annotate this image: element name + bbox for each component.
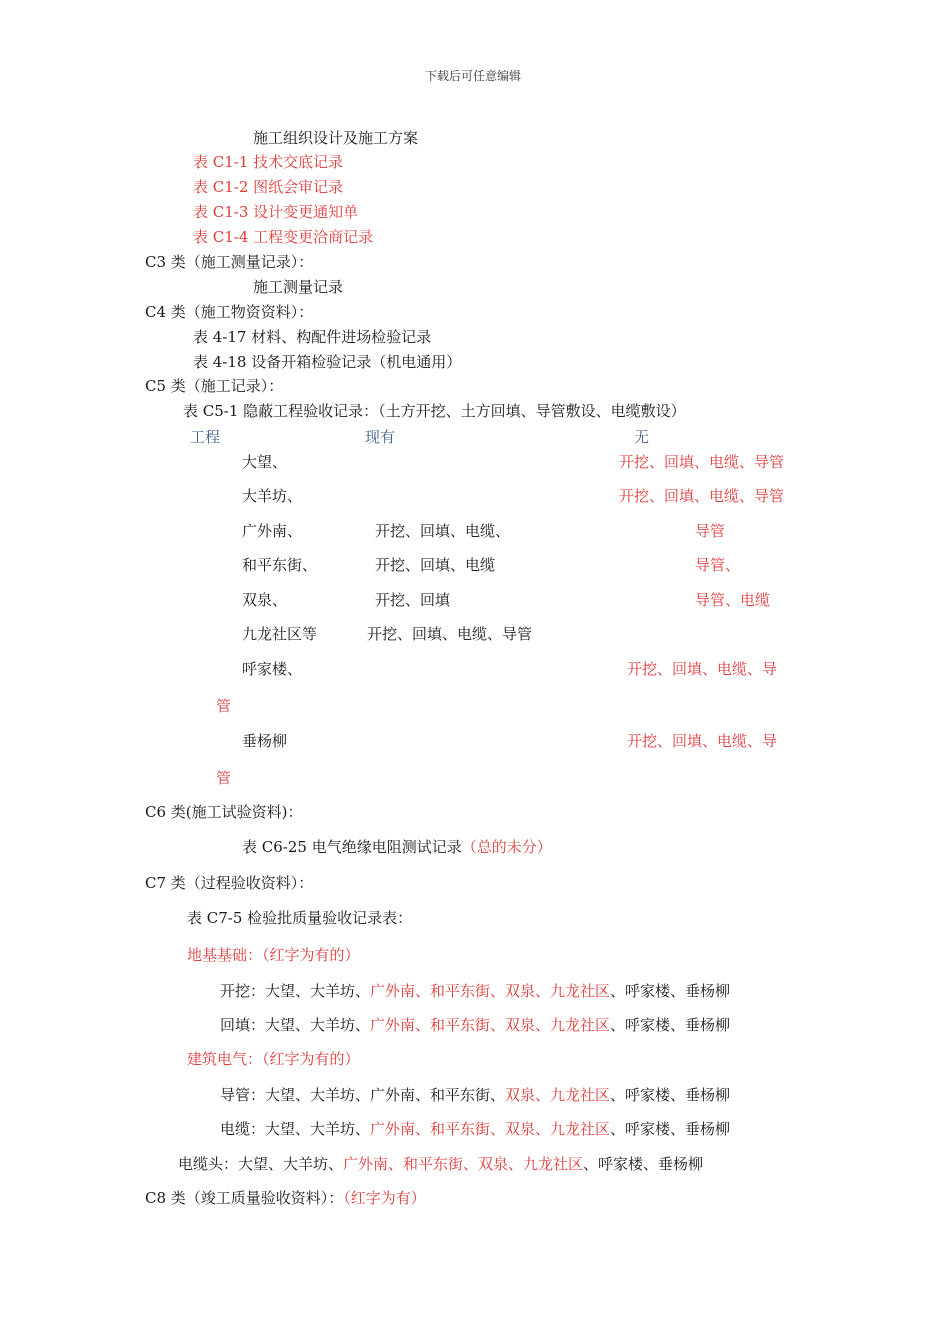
form-c1-1: 表 C1-1 技术交底记录 — [193, 153, 344, 171]
c5-form: 表 C5-1 隐蔽工程验收记录：（土方开挖、土方回填、导管敷设、电缆敷设） — [183, 402, 686, 420]
cable-line — [220, 1119, 730, 1139]
c4-item-4-17: 表 4-17 材料、构配件进场检验记录 — [193, 328, 432, 346]
row-none: 导管、电缆 — [695, 591, 771, 609]
cable-red: 广外南、和平东街、双泉、九龙社区 — [370, 1120, 611, 1138]
row-none: 开挖、回填、电缆、导 — [627, 732, 778, 750]
cable-head-plain: 大望、大羊坊、 — [238, 1155, 344, 1173]
excavation-plain: 大望、大羊坊、 — [265, 982, 371, 1000]
cable-label: 电缆： — [220, 1120, 266, 1138]
c6-form — [242, 837, 552, 857]
row-none: 导管 — [695, 522, 726, 540]
backfill-red: 广外南、和平东街、双泉、九龙社区 — [370, 1016, 611, 1034]
row-none: 开挖、回填、电缆、导 — [627, 660, 778, 678]
row-project: 九龙社区等 — [242, 625, 318, 643]
construction-plan: 施工组织设计及施工方案 — [253, 129, 419, 147]
cable-plain: 大望、大羊坊、 — [265, 1120, 371, 1138]
page-header: 下载后可任意编辑 — [425, 69, 522, 83]
c6-form-label: 表 C6-25 电气绝缘电阻测试记录 — [242, 838, 462, 856]
form-c1-3: 表 C1-3 设计变更通知单 — [193, 203, 359, 221]
row-none-wrap: 管 — [216, 697, 232, 715]
conduit-line — [220, 1085, 730, 1105]
backfill-line — [220, 1015, 730, 1035]
col-header-project: 工程 — [190, 428, 221, 446]
c6-title: C6 类(施工试验资料)： — [145, 803, 303, 821]
row-project: 垂杨柳 — [242, 732, 288, 750]
backfill-plain: 大望、大羊坊、 — [265, 1016, 371, 1034]
cable-head-red: 广外南、和平东街、双泉、九龙社区 — [343, 1155, 584, 1173]
c7-title: C7 类（过程验收资料）： — [145, 874, 314, 892]
c3-title: C3 类（施工测量记录）： — [145, 253, 314, 271]
row-project: 双泉、 — [242, 591, 288, 609]
foundation-title: 地基基础：（红字为有的） — [187, 946, 360, 964]
c7-form: 表 C7-5 检验批质量验收记录表： — [187, 909, 413, 927]
row-existing: 开挖、回填、电缆 — [375, 556, 496, 574]
backfill-label: 回填： — [220, 1016, 266, 1034]
c8-title: C8 类（竣工质量验收资料）： — [145, 1189, 344, 1207]
conduit-red: 双泉、九龙社区 — [505, 1086, 611, 1104]
c6-form-note: （总的未分） — [461, 838, 552, 856]
cable-head-rest: 、呼家楼、垂杨柳 — [583, 1155, 704, 1173]
row-project: 大望、 — [242, 453, 288, 471]
row-none: 开挖、回填、电缆、导管 — [619, 453, 785, 471]
col-header-existing: 现有 — [365, 428, 396, 446]
electrical-title: 建筑电气：（红字为有的） — [187, 1050, 360, 1068]
row-project: 大羊坊、 — [242, 487, 303, 505]
row-none-wrap: 管 — [216, 769, 232, 787]
row-existing: 开挖、回填、电缆、导管 — [367, 625, 533, 643]
excavation-rest: 、呼家楼、垂杨柳 — [610, 982, 731, 1000]
c4-item-4-18: 表 4-18 设备开箱检验记录（机电通用） — [193, 353, 462, 371]
row-project: 和平东街、 — [242, 556, 318, 574]
c8-note: （红字为有） — [343, 1189, 426, 1207]
row-none: 开挖、回填、电缆、导管 — [619, 487, 785, 505]
form-c1-2: 表 C1-2 图纸会审记录 — [193, 178, 344, 196]
backfill-rest: 、呼家楼、垂杨柳 — [610, 1016, 731, 1034]
row-project: 呼家楼、 — [242, 660, 303, 678]
cable-rest: 、呼家楼、垂杨柳 — [610, 1120, 731, 1138]
col-header-none: 无 — [634, 428, 650, 446]
c4-title: C4 类（施工物资资料）： — [145, 303, 314, 321]
c8-line — [145, 1188, 426, 1208]
row-existing: 开挖、回填 — [375, 591, 451, 609]
row-project: 广外南、 — [242, 522, 303, 540]
excavation-label: 开挖： — [220, 982, 266, 1000]
c5-title: C5 类（施工记录）： — [145, 377, 284, 395]
cable-head-line — [178, 1154, 703, 1174]
conduit-plain: 大望、大羊坊、广外南、和平东街、 — [265, 1086, 506, 1104]
conduit-label: 导管： — [220, 1086, 266, 1104]
excavation-red: 广外南、和平东街、双泉、九龙社区 — [370, 982, 611, 1000]
cable-head-label: 电缆头： — [178, 1155, 239, 1173]
form-c1-4: 表 C1-4 工程变更洽商记录 — [193, 228, 374, 246]
row-existing: 开挖、回填、电缆、 — [375, 522, 511, 540]
row-none: 导管、 — [695, 556, 741, 574]
excavation-line — [220, 981, 730, 1001]
conduit-rest: 、呼家楼、垂杨柳 — [610, 1086, 731, 1104]
c3-item: 施工测量记录 — [253, 278, 344, 296]
